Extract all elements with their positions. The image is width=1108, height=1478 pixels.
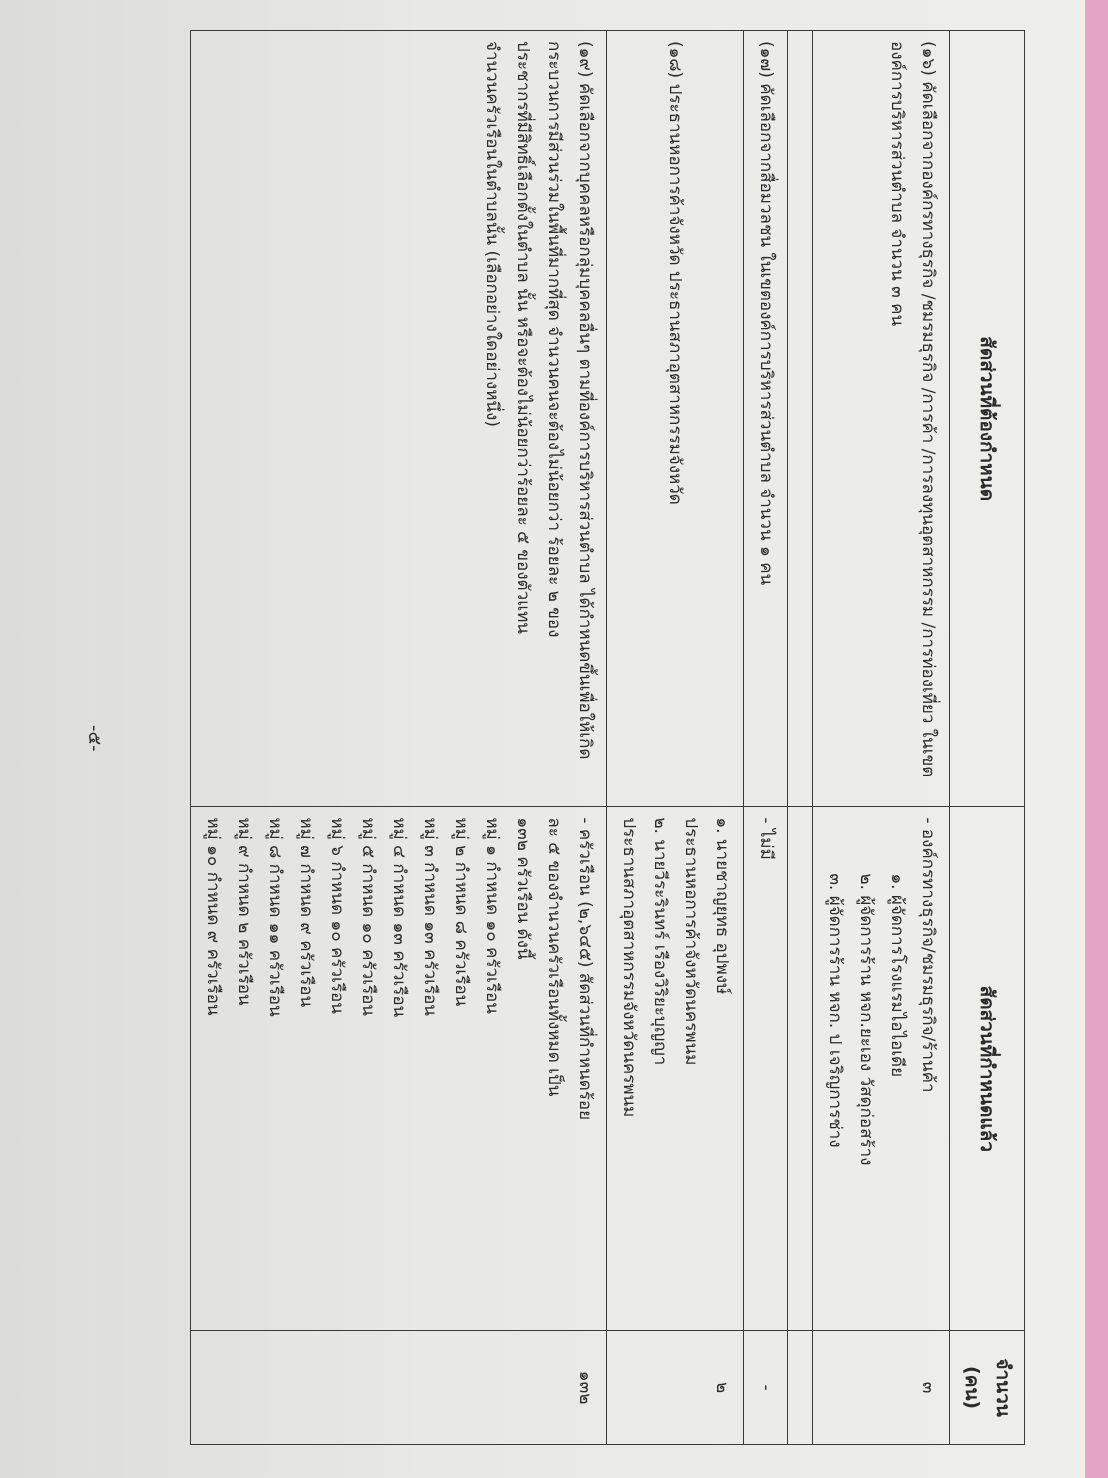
row-assigned-cell bbox=[191, 807, 607, 1331]
text-line: ประชากรที่มีสิทธิ์เลือกตั้งในตำบล นั้น หรือจะต้องไม่น้อยกว่าร้อยละ ๕ ของตัวแทน bbox=[513, 41, 533, 634]
row-count-cell: - bbox=[744, 1331, 788, 1445]
table-row bbox=[744, 31, 788, 1445]
household-line: หมู่ ๔ กำหนด ๑๓ ครัวเรือน bbox=[389, 817, 409, 1018]
text-line: - ครัวเรือน (๒,๖๔๕) สัดส่วนที่กำหนดร้อย bbox=[575, 817, 595, 1121]
household-line: หมู่ ๕ กำหนด ๑๐ ครัวเรือน bbox=[358, 817, 378, 1016]
row-count-cell: ๑๓๒ bbox=[191, 1331, 607, 1445]
table-row bbox=[607, 31, 744, 1445]
row-assigned-cell bbox=[813, 807, 950, 1331]
text-line: ๑. ผู้จัดการโรงแรมไอไอเดีย bbox=[887, 873, 907, 1078]
text-line: - องค์กรทางธุรกิจ/ชมรมธุรกิจ/ร้านค้า bbox=[918, 817, 938, 1093]
text-line: ละ ๕ ของจำนวนครัวเรือนทั้งหมด เป็น bbox=[544, 817, 564, 1097]
text-line: กระบวนการมีส่วนร่วมในพื้นที่มากที่สุด จำนวนคนจะต้องไม่น้อยกว่า ร้อยละ ๒ ของ bbox=[544, 41, 564, 638]
table-row bbox=[191, 31, 607, 1445]
row-required-cell bbox=[607, 31, 744, 807]
text-line: (๑๗) คัดเลือกจากสื่อมวลชน ในเขตองค์การบริหารส่วนตำบล จำนวน ๑ คน bbox=[756, 41, 776, 586]
household-line: หมู่ ๑ กำหนด ๑๐ ครัวเรือน bbox=[482, 817, 502, 1014]
text-line: ประธานสภาอุตสาหกรรมจังหวัดนครพนม bbox=[619, 817, 639, 1118]
row-count-cell: ๒ bbox=[607, 1331, 744, 1445]
text-line: องค์การบริหารส่วนตำบล จำนวน ๓ คน bbox=[887, 41, 907, 327]
header-required: สัดส่วนที่ต้องกำหนด bbox=[950, 31, 1025, 807]
allocation-table bbox=[190, 30, 1025, 1445]
header-count: จำนวน (คน) bbox=[950, 1331, 1025, 1445]
header-assigned: สัดส่วนที่กำหนดแล้ว bbox=[950, 807, 1025, 1331]
row-required-cell bbox=[191, 31, 607, 807]
row-assigned-cell bbox=[744, 807, 788, 1331]
household-line: หมู่ ๓ กำหนด ๑๓ ครัวเรือน bbox=[420, 817, 440, 1016]
text-line: ๑. นายชาญยุทธ อุปพงษ์ bbox=[712, 817, 732, 995]
page-number: -๕- bbox=[84, 725, 105, 752]
text-line: จำนวนครัวเรือนในตำบลนั้น (เลือกอย่างใดอย่างหนึ่ง) bbox=[482, 41, 502, 427]
row-assigned-cell bbox=[607, 807, 744, 1331]
text-line: ๑๓๒ ครัวเรือน ดังนี้ bbox=[513, 817, 533, 960]
text-line: ประธานหอการค้าจังหวัดนครพนม bbox=[681, 817, 701, 1066]
text-line: (๑๖) คัดเลือกจากองค์กรทางธุรกิจ /ชมรมธุรกิจ /การค้า /การลงทุนอุตสาหกรรม /การท่องเที่ยว ในเขต bbox=[918, 41, 938, 778]
text-line: ๓. ผู้จัดการร้าน หจก. ป เจริญการช่าง bbox=[825, 873, 845, 1148]
text-line: (๑๙) คัดเลือกจากบุคคลหรือกลุ่มบุคคลอื่นๆ ตามที่องค์การบริหารส่วนตำบล ได้กำหนดขึ้นเพื่อให้เกิด bbox=[575, 41, 595, 760]
household-line: หมู่ ๙ กำหนด ๒ ครัวเรือน bbox=[234, 817, 254, 1006]
household-line: หมู่ ๖ กำหนด ๑๐ ครัวเรือน bbox=[327, 817, 347, 1014]
text-line: (๑๘) ประธานหอการค้าจังหวัด ประธานสภาอุตสาหกรรมจังหวัด bbox=[665, 41, 686, 505]
spacer-row bbox=[788, 31, 813, 1445]
household-line: หมู่ ๗ กำหนด ๙ ครัวเรือน bbox=[296, 817, 316, 1008]
text-line: ๒. นายวีระรินทร์ เรืองวิริยะบุญญา bbox=[650, 817, 670, 1066]
row-required-cell bbox=[813, 31, 950, 807]
household-line: หมู่ ๒ กำหนด ๘ ครัวเรือน bbox=[451, 817, 471, 1007]
household-line: หมู่ ๘ กำหนด ๑๑ ครัวเรือน bbox=[265, 817, 285, 1017]
text-line: ๒. ผู้จัดการร้าน หจก.ยะเอง วัสดุก่อสร้าง bbox=[856, 873, 876, 1166]
rotated-page bbox=[50, 10, 1050, 1450]
household-line: หมู่ ๑๐ กำหนด ๙ ครัวเรือน bbox=[203, 817, 223, 1016]
table-header-row bbox=[950, 31, 1025, 1445]
text-line: - ไม่มี bbox=[756, 817, 776, 860]
row-required-cell bbox=[744, 31, 788, 807]
table-row bbox=[813, 31, 950, 1445]
row-count-cell: ๓ bbox=[813, 1331, 950, 1445]
